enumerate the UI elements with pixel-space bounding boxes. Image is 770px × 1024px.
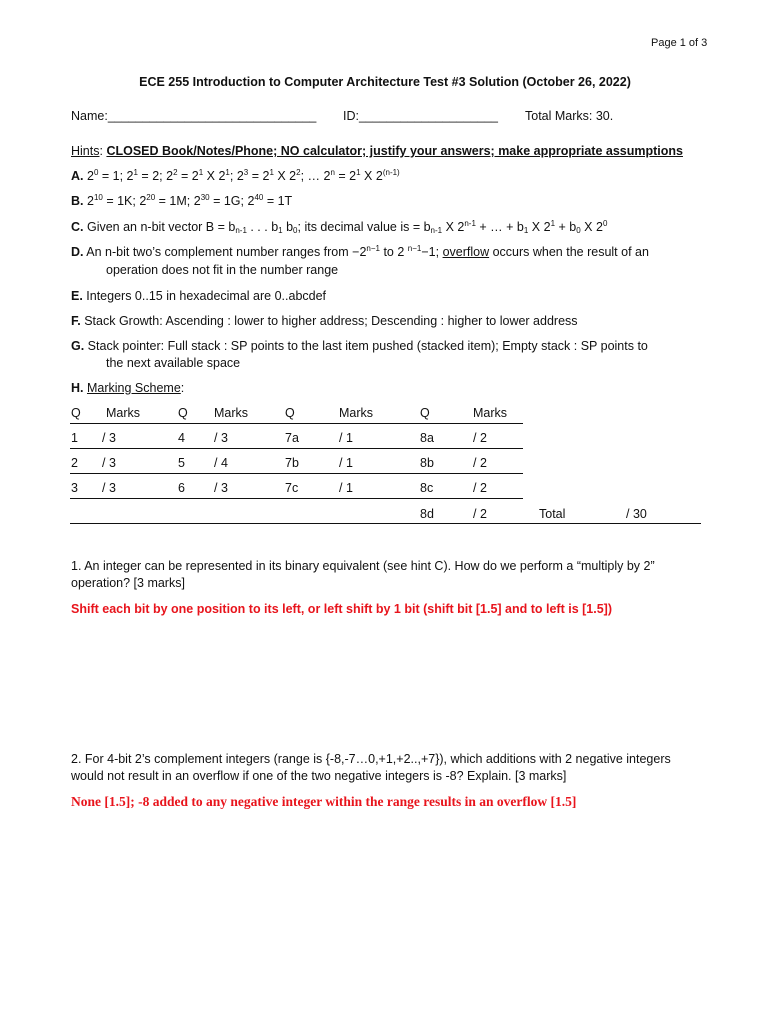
hint-c-label: C. xyxy=(71,220,84,234)
hint-a-sup: 1 xyxy=(269,168,274,177)
table-rule xyxy=(70,498,523,499)
hint-b xyxy=(71,194,292,208)
hint-f xyxy=(71,314,578,328)
table-cell: / 2 xyxy=(473,431,487,445)
hint-c-text: X 2 xyxy=(580,220,603,234)
hint-a-sup: 1 xyxy=(225,168,230,177)
hint-c-sup: 1 xyxy=(550,219,556,228)
table-header: Q xyxy=(285,406,295,420)
total-marks: Total Marks: 30. xyxy=(525,109,614,123)
hint-a-text: ; 2 xyxy=(229,169,244,183)
hint-a-sup: 2 xyxy=(296,168,301,177)
hint-a-text: X 2 xyxy=(360,169,383,183)
hint-b-sup: 20 xyxy=(146,193,156,202)
hint-a-text: ; … 2 xyxy=(300,169,331,183)
table-cell: 8c xyxy=(420,481,434,495)
question-1-line2: operation? [3 marks] xyxy=(71,576,185,590)
table-header: Marks xyxy=(473,406,508,420)
table-cell: / 2 xyxy=(473,507,487,521)
hint-b-sup: 40 xyxy=(254,193,264,202)
name-field: Name:______________________________ xyxy=(71,109,317,123)
hint-e xyxy=(71,289,326,303)
table-bottom-rule xyxy=(70,523,701,524)
hint-a-sup: 1 xyxy=(198,168,204,177)
total-value: / 30 xyxy=(626,507,647,521)
table-rule xyxy=(70,423,523,424)
hint-g xyxy=(71,339,648,353)
hint-a xyxy=(71,169,400,183)
question-1-line1: 1. An integer can be represented in its binary equivalent (see hint C). How do we perform a “multiply by 2” xyxy=(71,559,655,573)
question-2-line2: would not result in an overflow if one of the two negative integers is -8? Explain. [3 marks] xyxy=(71,769,567,783)
hint-b-text: 2 xyxy=(86,194,94,208)
hint-a-text: X 2 xyxy=(273,169,297,183)
hint-a-sup: 3 xyxy=(243,168,249,177)
table-cell: / 4 xyxy=(214,456,228,470)
document-title: ECE 255 Introduction to Computer Architecture Test #3 Solution (October 26, 2022) xyxy=(139,75,631,89)
hint-c xyxy=(71,220,607,234)
hint-g-label: G. xyxy=(71,339,85,353)
id-field: ID:____________________ xyxy=(343,109,499,123)
hint-b-text: = 1T xyxy=(263,194,293,208)
hint-c-sub: n-1 xyxy=(235,226,247,235)
table-cell: 8a xyxy=(420,431,434,445)
table-cell: 7a xyxy=(285,431,299,445)
table-cell: / 3 xyxy=(102,431,116,445)
hint-a-text: 2 xyxy=(86,169,94,183)
hint-f-label: F. xyxy=(71,314,81,328)
hint-b-text: = 1G; 2 xyxy=(209,194,255,208)
table-cell: / 1 xyxy=(339,431,353,445)
table-header: Marks xyxy=(339,406,374,420)
hint-b-sup: 10 xyxy=(93,193,103,202)
hint-a-text: = 2 xyxy=(248,169,270,183)
hint-d-line2: operation does not fit in the number range xyxy=(106,263,339,277)
hint-a-sup: 1 xyxy=(356,168,361,177)
hint-c-text: X 2 xyxy=(442,220,465,234)
hint-e-text: Integers 0..15 in hexadecimal are 0..abcdef xyxy=(82,289,327,303)
hint-c-sub: 1 xyxy=(523,226,529,235)
hint-b-text: = 1K; 2 xyxy=(102,194,147,208)
table-cell: 3 xyxy=(71,481,78,495)
hint-b-label: B. xyxy=(71,194,84,208)
table-cell: 8b xyxy=(420,456,434,470)
hint-f-text: Stack Growth: Ascending : lower to higher address; Descending : higher to lower address xyxy=(80,314,578,328)
hint-a-text: = 1; 2 xyxy=(98,169,134,183)
hints-label: Hints xyxy=(71,144,100,158)
hint-h-colon: : xyxy=(180,381,185,395)
hint-c-text: + b xyxy=(555,220,577,234)
table-header: Q xyxy=(178,406,188,420)
hint-c-sub: n-1 xyxy=(430,226,443,235)
hint-a-text: = 2 xyxy=(177,169,199,183)
hint-a-sup: n xyxy=(330,168,335,177)
hints-line xyxy=(71,144,683,158)
hint-a-text: = 2; 2 xyxy=(137,169,174,183)
hint-c-text: X 2 xyxy=(528,220,551,234)
question-2-answer: None [1.5]; -8 added to any negative integer within the range results in an overflow [1.5] xyxy=(71,794,577,809)
hint-a-sup: 0 xyxy=(93,168,99,177)
table-cell: / 1 xyxy=(339,481,353,495)
hint-d-label: D. xyxy=(71,245,84,259)
hint-c-sup: 0 xyxy=(602,219,608,228)
question-1-answer: Shift each bit by one position to its left, or left shift by 1 bit (shift bit [1.5] and to left is [1.5]) xyxy=(71,602,612,616)
table-header: Q xyxy=(71,406,81,420)
hint-d-text: occurs when the result of an xyxy=(489,245,649,259)
table-cell: 7c xyxy=(285,481,299,495)
hint-c-sup: n-1 xyxy=(464,219,476,228)
table-cell: 6 xyxy=(178,481,185,495)
hint-a-text: = 2 xyxy=(334,169,357,183)
hint-c-text: + … + b xyxy=(475,220,524,234)
hint-d-text: An n-bit two’s complement number ranges from −2 xyxy=(83,245,367,259)
hint-d-text: to 2 xyxy=(379,245,408,259)
page-number: Page 1 of 3 xyxy=(651,37,708,49)
table-cell: / 3 xyxy=(214,481,228,495)
hint-c-text: Given an n-bit vector B = b xyxy=(83,220,236,234)
hint-d-text: −1; xyxy=(421,245,443,259)
table-cell: / 3 xyxy=(102,481,116,495)
hint-a-sup: 1 xyxy=(133,168,138,177)
overflow-term: overflow xyxy=(442,245,490,259)
hint-c-sub: 1 xyxy=(278,226,283,235)
hints-text: CLOSED Book/Notes/Phone; NO calculator; justify your answers; make appropriate assumptions xyxy=(106,144,683,158)
question-2-line1: 2. For 4-bit 2’s complement integers (range is {-8,-7…0,+1,+2..,+7}), which additions with 2 negative integers xyxy=(71,752,671,766)
table-cell: 2 xyxy=(71,456,78,470)
hint-c-sub: 0 xyxy=(576,226,581,235)
table-cell: 8d xyxy=(420,507,434,521)
table-cell: / 3 xyxy=(102,456,116,470)
hint-c-sub: 0 xyxy=(293,226,298,235)
table-header: Marks xyxy=(214,406,249,420)
hint-b-sup: 30 xyxy=(200,193,210,202)
table-rule xyxy=(70,473,523,474)
table-cell: / 1 xyxy=(339,456,353,470)
table-cell: 7b xyxy=(285,456,299,470)
table-cell: 1 xyxy=(71,431,78,445)
hint-d xyxy=(71,245,649,259)
hint-b-text: = 1M; 2 xyxy=(155,194,201,208)
hint-h xyxy=(71,381,184,395)
hint-h-label: H. xyxy=(71,381,84,395)
hint-d-sup: n−1 xyxy=(366,244,380,253)
hints-colon: : xyxy=(99,144,103,158)
hint-g-text: Stack pointer: Full stack : SP points to the last item pushed (stacked item); Empty stack : SP points to xyxy=(84,339,648,353)
table-rule xyxy=(70,448,523,449)
total-label: Total xyxy=(539,507,566,521)
hint-a-text: X 2 xyxy=(203,169,226,183)
hint-c-text: ; its decimal value is = b xyxy=(297,220,431,234)
hint-d-sup: n−1 xyxy=(407,244,422,253)
marking-scheme-title: Marking Scheme xyxy=(86,381,181,395)
hint-g-line2: the next available space xyxy=(106,356,241,370)
table-cell: 4 xyxy=(178,431,185,445)
hint-a-label: A. xyxy=(71,169,84,183)
hint-a-sup: 2 xyxy=(173,168,178,177)
table-cell: / 2 xyxy=(473,456,487,470)
hint-a-sup: (n-1) xyxy=(382,168,400,177)
table-cell: / 3 xyxy=(214,431,228,445)
table-header: Marks xyxy=(106,406,141,420)
hint-c-text: b xyxy=(282,220,294,234)
table-cell: / 2 xyxy=(473,481,487,495)
table-cell: 5 xyxy=(178,456,185,470)
hint-e-label: E. xyxy=(71,289,83,303)
table-header: Q xyxy=(420,406,430,420)
hint-c-text: . . . b xyxy=(246,220,279,234)
